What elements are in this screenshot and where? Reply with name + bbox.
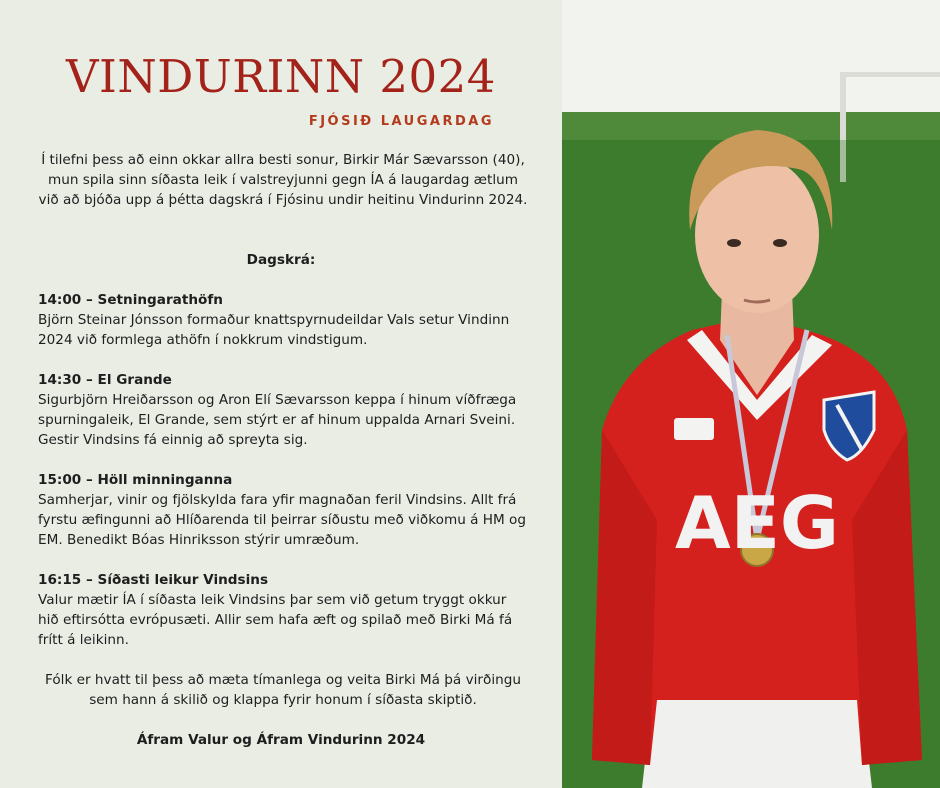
- closing-slogan: Áfram Valur og Áfram Vindurinn 2024: [136, 732, 426, 748]
- agenda-item-description: Sigurbjörn Hreiðarsson og Aron Elí Sævarsson keppa í hinum víðfræga spurningaleik, El Grande, sem stýrt er af hinum uppalda Arnari Sveini. Gestir Vindsins fá einnig að spreyta sig.: [38, 392, 517, 448]
- intro-paragraph: Í tilefni þess að einn okkar allra besti sonur, Birkir Már Sævarsson (40), mun spila sinn síðasta leik í valstreyjunni gegn ÍA á laugardag ætlum við að bjóða upp á þétta dagskrá í Fjósinu undir heitinu Vindurinn 2024.: [38, 152, 528, 208]
- agenda-item-description: Samherjar, vinir og fjölskylda fara yfir magnaðan feril Vindsins. Allt frá fyrstu æfingunni að Hlíðarenda til þeirrar síðustu með viðkomu á HM og EM. Benedikt Bóas Hinriksson stýrir umræðum.: [38, 492, 526, 548]
- player-illustration: [562, 0, 940, 788]
- player-photo: [562, 0, 940, 788]
- agenda-item: [38, 470, 528, 550]
- agenda-item-time: 14:00 – Setningarathöfn: [38, 292, 223, 308]
- agenda-item: [38, 570, 528, 650]
- closing-paragraph: Fólk er hvatt til þess að mæta tímanlega og veita Birki Má þá virðingu sem hann á skilið og klappa fyrir honum í síðasta skiptið.: [45, 672, 521, 708]
- page-subtitle: FJÓSIÐ LAUGARDAG: [308, 114, 494, 129]
- agenda-item-description: Björn Steinar Jónsson formaður knattspyrnudeildar Vals setur Vindinn 2024 við formlega athöfn í nokkrum vindstigum.: [38, 312, 510, 348]
- agenda-item: [38, 290, 528, 350]
- agenda-item-time: 16:15 – Síðasti leikur Vindsins: [38, 572, 269, 588]
- agenda-heading: Dagskrá:: [246, 252, 316, 268]
- agenda-item: [38, 370, 528, 450]
- agenda-item-time: 14:30 – El Grande: [38, 372, 172, 388]
- agenda-item-description: Valur mætir ÍA í síðasta leik Vindsins þar sem við getum tryggt okkur hið eftirsótta evrópusæti. Allir sem hafa æft og spilað með Birki Má fá frítt á leikinn.: [38, 592, 513, 648]
- agenda-item-time: 15:00 – Höll minninganna: [38, 472, 233, 488]
- jersey-sponsor-text: AEG: [674, 481, 840, 565]
- page-title: VINDURINN 2024: [66, 50, 496, 103]
